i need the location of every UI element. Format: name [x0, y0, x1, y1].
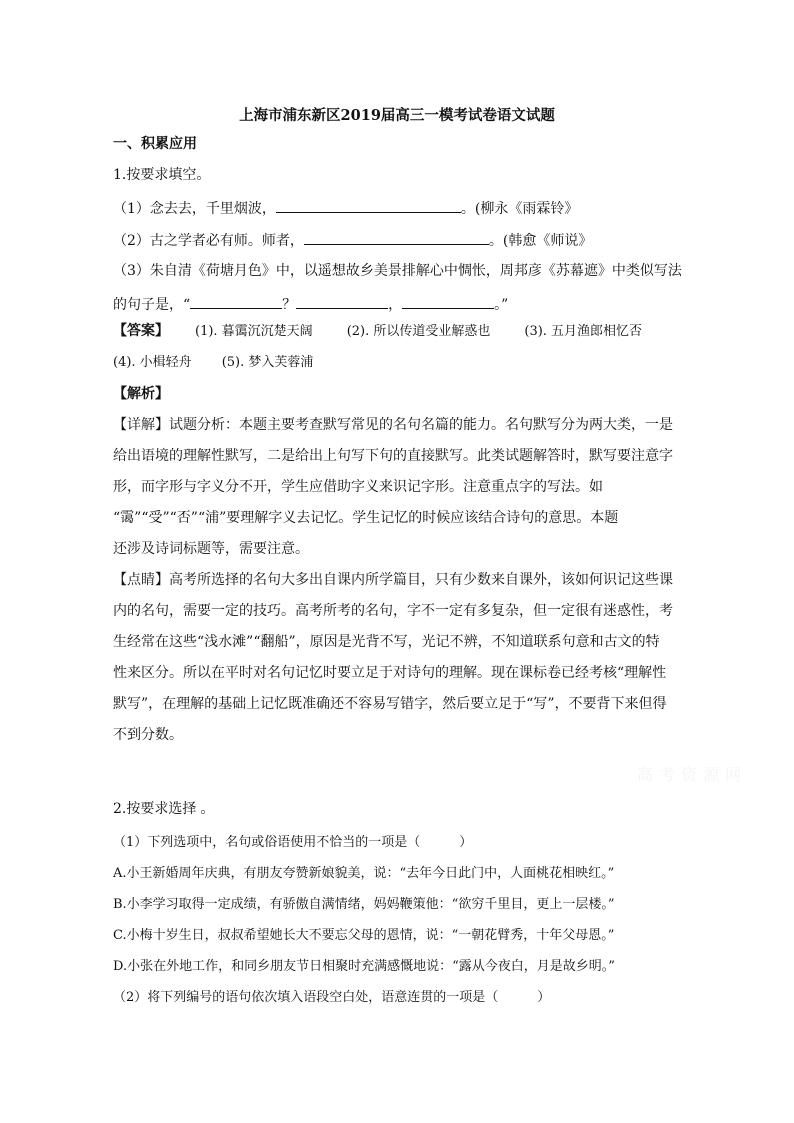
answer-3: (3). 五月渔郎相忆否	[524, 324, 643, 339]
option-c: C.小梅十岁生日，叔叔希望她长大不要忘父母的恩情，说：“一朝花臂秀，十年父母恩。”	[113, 928, 615, 943]
watermark: 高考资源网	[637, 765, 748, 784]
analysis-label: 【解析】	[113, 386, 169, 402]
item-2-source: 。(韩愈《师说》	[488, 233, 593, 249]
document-title: 上海市浦东新区2019届高三一模考试卷语文试题	[239, 107, 555, 124]
question-1-stem: 1.按要求填空。	[113, 167, 211, 183]
detail-line: 还涉及诗词标题等，需要注意。	[113, 541, 309, 557]
section-heading: 一、积累应用	[113, 136, 197, 152]
tips-line: 【点睛】高考所选择的名句大多出自课内所学篇目，只有少数来自课外，该如何识记这些课	[113, 572, 673, 588]
question-2-sub-1: （1）下列选项中，名句或俗语使用不恰当的一项是（ ）	[113, 835, 473, 850]
question-1-item-3-line-2: 的句子是，“ ？ ， 。”	[113, 294, 508, 314]
item-2-prefix: （2）古之学者必有师。师者，	[113, 233, 304, 249]
question-2-sub-2: （2）将下列编号的语句依次填入语段空白处，语意连贯的一项是（ ）	[113, 990, 551, 1005]
question-1-item-1	[113, 198, 578, 218]
tips-line: 不到分数。	[113, 727, 183, 743]
tips-line: 内的名句，需要一定的技巧。高考所考的名句，字不一定有多复杂，但一定很有迷惑性，考	[113, 603, 673, 619]
answer-blank	[296, 294, 388, 309]
answer-blank	[276, 198, 461, 213]
answer-4: (4). 小楫轻舟	[113, 355, 192, 370]
detail-line: “霭”“受”“否”“浦”要理解字义去记忆。学生记忆的时候应该结合诗句的意思。本题	[113, 510, 619, 526]
question-1-item-3-line-1: （3）朱自清《荷塘月色》中，以遥想故乡美景排解心中惆怅，周邦彦《苏幕遮》中类似写法	[113, 263, 682, 279]
answer-label: 【答案】	[113, 323, 169, 339]
answer-line-1	[113, 322, 642, 341]
option-d: D.小张在外地工作，和同乡朋友节日相聚时充满感慨地说：“露从今夜白，月是故乡明。”	[113, 959, 615, 974]
answer-1: (1). 暮霭沉沉楚天阔	[195, 324, 313, 339]
tips-line: 生经常在这些“浅水滩”“翻船”，原因是光背不写，光记不辨，不知道联系句意和古文的特	[113, 634, 660, 650]
answer-blank	[304, 230, 489, 245]
answer-2: (2). 所以传道受业解惑也	[346, 324, 491, 339]
option-b: B.小李学习取得一定成绩，有骄傲自满情绪，妈妈鞭策他：“欲穷千里目，更上一层楼。”	[113, 897, 615, 912]
answer-blank	[402, 294, 494, 309]
question-1-item-2	[113, 230, 592, 250]
answer-blank	[190, 294, 282, 309]
item-1-source: 。(柳永《雨霖铃》	[460, 201, 579, 217]
answer-5: (5). 梦入芙蓉浦	[221, 355, 314, 370]
detail-line: 【详解】试题分析：本题主要考查默写常见的名句名篇的能力。名句默写分为两大类，一是	[113, 417, 673, 433]
answer-line-2	[113, 353, 313, 372]
detail-line: 形，而字形与字义分不开，学生应借助字义来识记字形。注意重点字的写法。如	[113, 479, 603, 495]
detail-line: 给出语境的理解性默写，二是给出上句写下句的直接默写。此类试题解答时，默写要注意字	[113, 448, 673, 464]
tips-line: 默写”，在理解的基础上记忆既准确还不容易写错字，然后要立足于“写”，不要背下来但得	[113, 696, 667, 712]
option-a: A.小王新婚周年庆典，有朋友夸赞新娘貌美，说：“去年今日此门中，人面桃花相映红。”	[113, 866, 615, 881]
item-1-prefix: （1）念去去，千里烟波，	[113, 201, 276, 217]
tips-line: 性来区分。所以在平时对名句记忆时要立足于对诗句的理解。现在课标卷已经考核“理解性	[113, 665, 667, 681]
question-2-stem: 2.按要求选择 。	[113, 801, 215, 817]
